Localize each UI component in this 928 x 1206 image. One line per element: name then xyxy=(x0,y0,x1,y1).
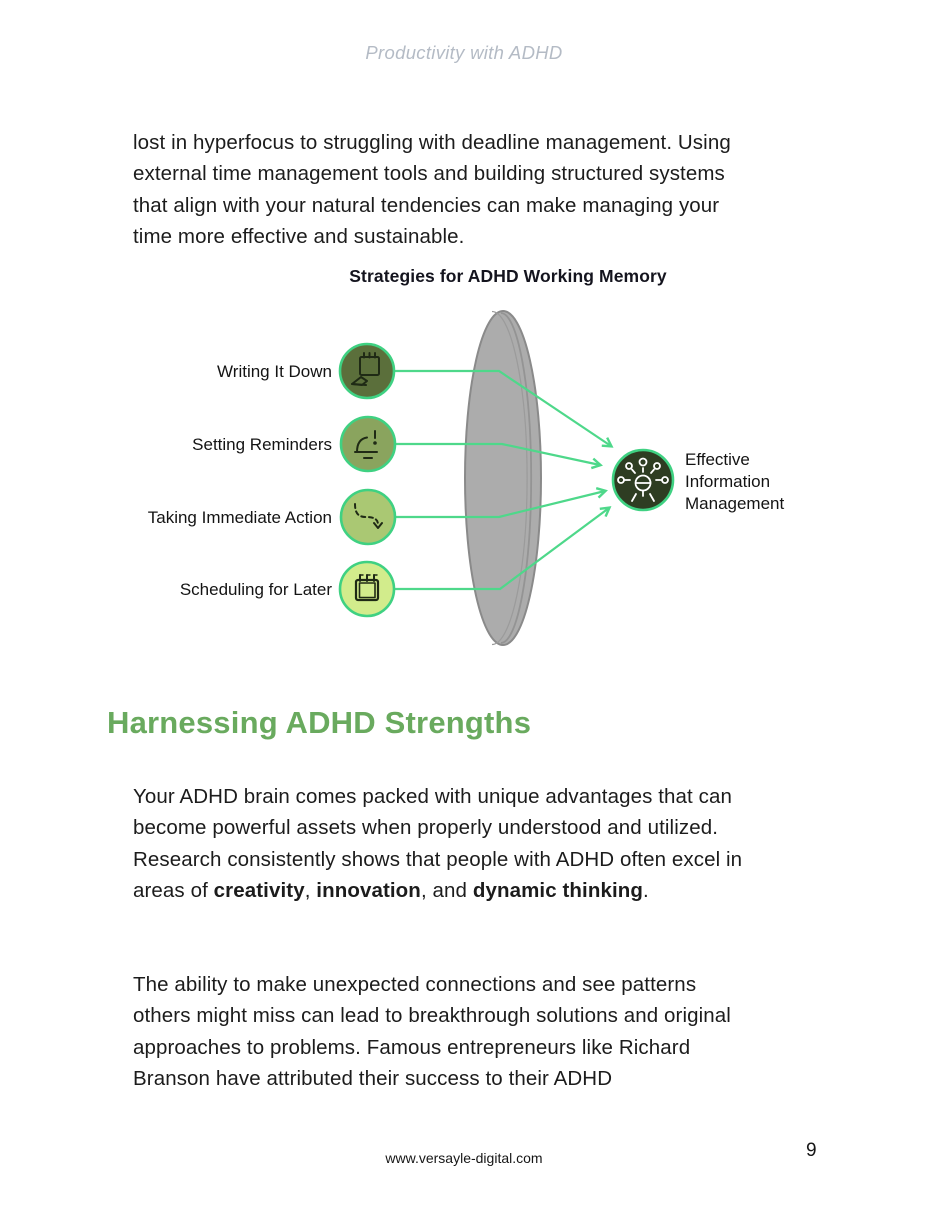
outcome-label xyxy=(685,450,785,513)
connections-paragraph: The ability to make unexpected connections and see patterns others might miss can lead to breakthrough solutions and original approaches to problems. Famous entrepreneurs like Richard Branson have attributed their success to their ADHD xyxy=(133,972,731,1090)
diagram-title: Strategies for ADHD Working Memory xyxy=(349,266,667,286)
page-header-title: Productivity with ADHD xyxy=(365,42,563,63)
strategy-label: Scheduling for Later xyxy=(179,580,332,599)
svg-text:Information: Information xyxy=(685,472,771,491)
svg-text:Management: Management xyxy=(685,494,785,513)
strategy-node-scheduling-for-later xyxy=(340,562,394,616)
outcome-node xyxy=(613,450,673,510)
page-number: 9 xyxy=(806,1140,817,1161)
strategy-label: Writing It Down xyxy=(217,362,332,381)
strategy-node-taking-immediate-action xyxy=(341,490,395,544)
strengths-paragraph: Your ADHD brain comes packed with unique advantages that can become powerful assets when properly understood and utilized. Research consistently shows that people with ADHD often excel in areas of creativity, innovation, and dynamic thinking. xyxy=(133,784,743,902)
footer-website-url: www.versayle-digital.com xyxy=(385,1150,543,1166)
intro-paragraph: lost in hyperfocus to struggling with deadline management. Using external time management tools and building structured systems that align with your natural tendencies can make managing your time more effective and sustainable. xyxy=(133,130,731,248)
section-heading: Harnessing ADHD Strengths xyxy=(107,705,532,740)
strategy-label: Setting Reminders xyxy=(192,435,332,454)
strategy-node-setting-reminders xyxy=(341,417,395,471)
strategy-label: Taking Immediate Action xyxy=(147,508,332,527)
strategy-node-writing-it-down xyxy=(340,344,394,398)
working-memory-lens xyxy=(465,311,541,645)
svg-text:Effective: Effective xyxy=(685,450,750,469)
working-memory-diagram xyxy=(110,294,850,666)
